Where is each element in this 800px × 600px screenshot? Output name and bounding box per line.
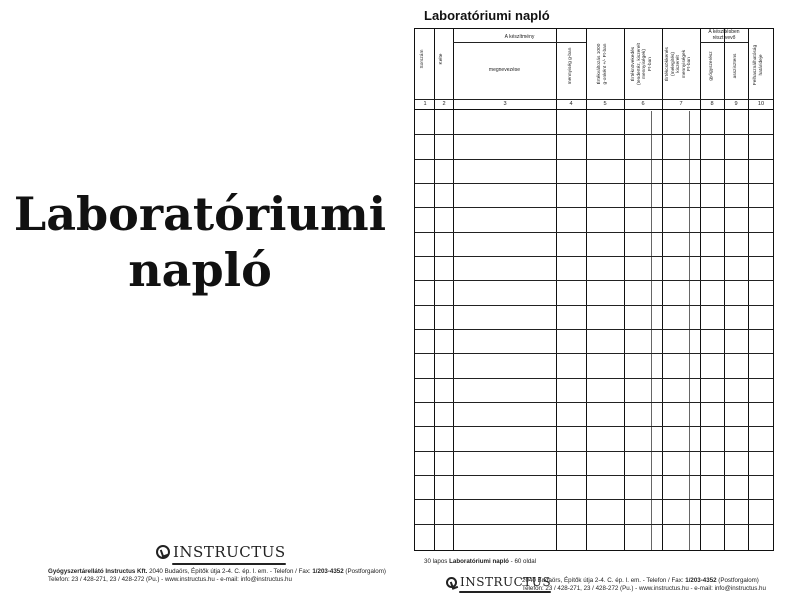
col-header-mennyiseg: mennyiség g-ban	[568, 47, 573, 85]
log-table	[414, 28, 774, 551]
table-row	[415, 159, 773, 160]
cover-address	[48, 568, 386, 584]
group-header-product: A készítmény	[504, 34, 535, 40]
col-header-sorszam: Sorszám	[420, 49, 425, 69]
logo-text: INSTRUCTUS	[173, 543, 286, 561]
cover-address-line2: Telefon: 23 / 428-271, 23 / 428-272 (Pu.) - www.instructus.hu - e-mail: info@instructus.hu	[48, 576, 292, 583]
table-row	[415, 402, 773, 403]
page-address-line1: 2040 Budaörs, Építők útja 2-4. C. ép. I. em. - Telefon / Fax: 1/203-4352 (Postforgalom)	[522, 577, 759, 584]
col-number: 5	[603, 101, 607, 107]
group-header-rule	[453, 42, 586, 43]
table-row	[415, 134, 773, 135]
table-row	[415, 475, 773, 476]
cover-title-line2: napló	[128, 243, 272, 297]
table-row	[415, 232, 773, 233]
subcolumn-divider	[689, 111, 690, 550]
table-row	[415, 499, 773, 500]
table-row	[415, 451, 773, 452]
col-header-felhasznalhatosag: Felhasználhatóság határideje	[753, 44, 764, 86]
col-number: 3	[503, 101, 507, 107]
column-divider	[453, 29, 454, 550]
col-number: 4	[569, 101, 573, 107]
table-row	[415, 305, 773, 306]
logo-underline	[172, 563, 286, 565]
table-row	[415, 524, 773, 525]
header-rule	[415, 99, 773, 100]
table-row	[415, 329, 773, 330]
cover-title-line1: Laboratóriumi	[13, 187, 387, 241]
cover-address-line1: Gyógyszertárellátó Instructus Kft. 2040 Budaörs, Építők útja 2-4. C. ép. I. em. - Telefon / Fax: 1/203-4352 (Postforgalom)	[48, 568, 386, 575]
cover-title	[0, 186, 400, 298]
column-divider	[624, 29, 625, 550]
column-divider	[434, 29, 435, 550]
table-row	[415, 280, 773, 281]
column-divider	[586, 29, 587, 550]
col-header-megnevezese: megnevezése	[488, 67, 521, 73]
table-row	[415, 183, 773, 184]
col-number: 10	[757, 101, 765, 107]
column-divider	[748, 29, 749, 550]
column-divider	[700, 29, 701, 550]
table-row	[415, 353, 773, 354]
col-number: 2	[442, 101, 446, 107]
col-number: 8	[710, 101, 714, 107]
group-header-rule	[700, 42, 748, 43]
col-number: 1	[423, 101, 427, 107]
col-header-erteknovekedes: Értéknövekedés (tendertéz, kiszerelt mennyiségek) Ft-ban	[631, 43, 653, 85]
table-row	[415, 207, 773, 208]
subcolumn-divider	[651, 111, 652, 550]
table-row	[415, 426, 773, 427]
group-header-participants: A készítésben részt vevő	[708, 29, 740, 41]
table-row	[415, 256, 773, 257]
page-title: Laboratóriumi napló	[424, 8, 550, 23]
column-divider	[556, 29, 557, 550]
column-divider	[724, 29, 725, 550]
col-number: 7	[679, 101, 683, 107]
col-number: 6	[641, 101, 645, 107]
caduceus-icon	[446, 577, 457, 588]
page-address-line2: Telefon: 23 / 428-271, 23 / 428-272 (Pu.) - www.instructus.hu - e-mail: info@instructus.hu	[522, 585, 766, 592]
col-header-gyogyszeresz: gyógyszerész	[709, 51, 714, 81]
page-footnote: 30 lapos Laboratóriumi napló - 60 oldal	[424, 558, 537, 565]
col-header-asszisztens: asszisztens	[733, 53, 738, 79]
col-number: 9	[734, 101, 738, 107]
col-header-kelte: Kelte	[439, 53, 444, 65]
col-header-ertekcsokkenes: Értékcsökkenés (melegítés) kiszerelt mennyiségek Ft-ban	[665, 47, 693, 81]
page-address	[522, 577, 766, 593]
table-row	[415, 378, 773, 379]
number-row-rule	[415, 109, 773, 110]
logo-text: INSTRUCTUS	[460, 575, 552, 589]
column-divider	[662, 29, 663, 550]
instructus-logo	[156, 543, 286, 561]
col-header-ertekvaltozas: Értékváltozás 1000 g-onként +/- Ft-ban	[597, 43, 608, 85]
caduceus-icon	[156, 545, 170, 559]
